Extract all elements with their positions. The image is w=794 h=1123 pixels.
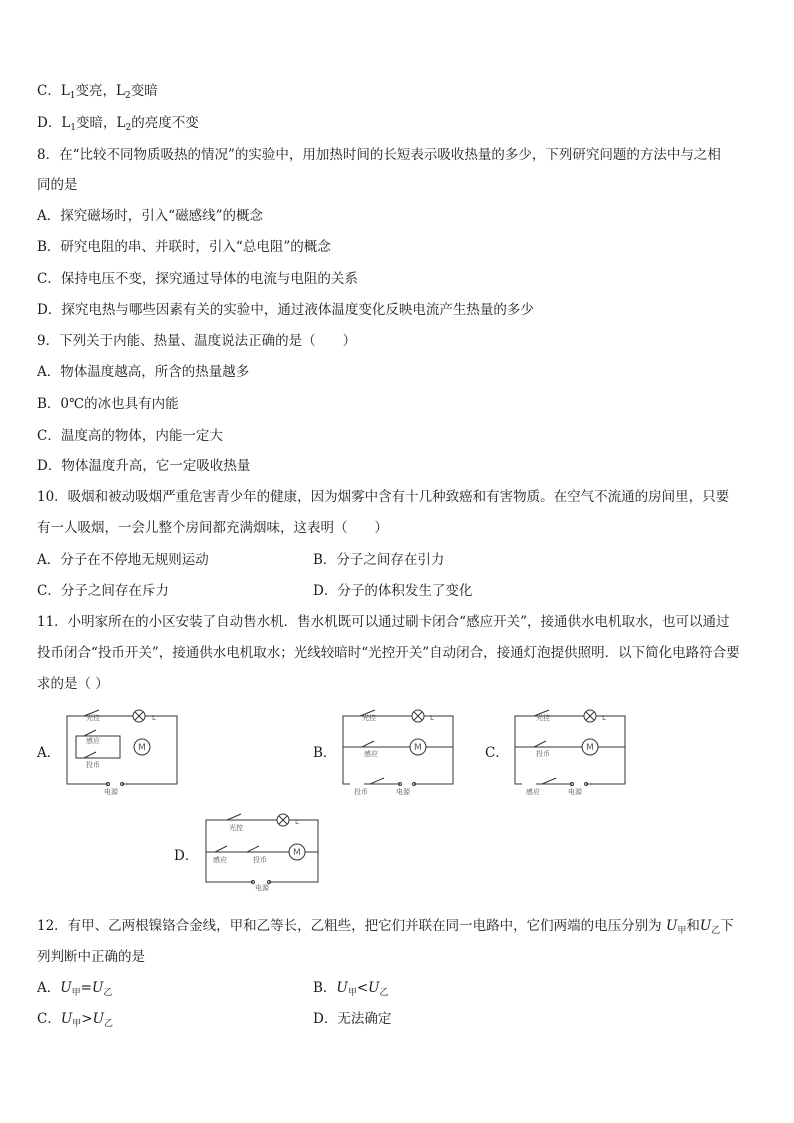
circuit-b-light-switch-text: 光控 [362, 714, 376, 722]
q9-stem: 9．下列关于内能、热量、温度说法正确的是（ ） [37, 333, 357, 349]
circuit-c-motor-text: M [586, 743, 594, 753]
q8-option-a: A．探究磁场时，引入“磁感线”的概念 [37, 208, 264, 224]
circuit-diagram-d [203, 812, 321, 890]
q10-option-c: C．分子之间存在斥力 [37, 583, 169, 599]
q9-option-a: A．物体温度越高，所含的热量越多 [37, 364, 250, 380]
q9-option-b: B．0℃的冰也具有内能 [37, 396, 179, 412]
q11-label-a: A． [37, 745, 61, 761]
q12-stem-line1: 12．有甲、乙两根镍铬合金线，甲和乙等长，乙粗些，把它们并联在同一电路中，它们两端的电压分别为 $U_甲$和$U_乙$下 [37, 918, 734, 936]
q8-option-b: B．研究电阻的串、并联时，引入“总电阻”的概念 [37, 239, 331, 255]
q7-option-d: D．$L_1$变暗，$L_2$的亮度不变 [37, 115, 199, 133]
q11-label-b: B． [313, 745, 337, 761]
q12-stem-line2: 列判断中正确的是 [37, 949, 145, 965]
circuit-a-lamp-text: L [152, 714, 156, 722]
circuit-c-light-switch-text: 光控 [536, 714, 550, 722]
circuit-c-power-text: 电源 [568, 788, 582, 796]
q11-label-d: D． [174, 848, 199, 864]
circuit-b-coin-switch-text: 投币 [354, 788, 368, 796]
circuit-d-sense-switch-text: 感应 [213, 856, 227, 864]
circuit-diagram-b [340, 708, 456, 796]
circuit-c-lamp-text: L [602, 714, 606, 722]
circuit-d-lamp-text: L [295, 818, 299, 826]
q8-option-d: D．探究电热与哪些因素有关的实验中，通过液体温度变化反映电流产生热量的多少 [37, 302, 534, 318]
circuit-c-coin-switch-text: 投币 [536, 750, 550, 758]
q12-option-b: B．$U_甲<U_乙$ [313, 980, 389, 998]
circuit-d-coin-switch-text: 投币 [253, 856, 267, 864]
circuit-a-power-text: 电源 [104, 788, 118, 796]
q9-option-d: D．物体温度升高，它一定吸收热量 [37, 458, 251, 474]
q8-stem-line1: 8．在“比较不同物质吸热的情况”的实验中，用加热时间的长短表示吸收热量的多少，下列研究问题的方法中与之相 [37, 147, 721, 163]
q12-option-d: D．无法确定 [313, 1011, 392, 1027]
q11-label-c: C． [485, 745, 509, 761]
circuit-a-coin-switch-text: 投币 [86, 761, 100, 769]
q10-stem-line2: 有一人吸烟，一会儿整个房间都充满烟味，这表明（ ） [37, 520, 388, 536]
q12-option-c: C．$U_甲>U_乙$ [37, 1011, 113, 1029]
circuit-d-light-switch-text: 光控 [229, 824, 243, 832]
circuit-d-power-text: 电源 [255, 884, 269, 892]
circuit-diagram-a [64, 708, 180, 796]
q9-option-c: C．温度高的物体，内能一定大 [37, 428, 223, 444]
q11-stem-line1: 11．小明家所在的小区安装了自动售水机．售水机既可以通过刷卡闭合“感应开关”，接通供水电机取水，也可以通过 [37, 614, 730, 630]
circuit-b-motor-text: M [414, 743, 422, 753]
q7-option-c: C．$L_1$变亮，$L_2$变暗 [37, 83, 158, 101]
circuit-a-motor-text: M [138, 743, 146, 753]
circuit-a-sense-switch-text: 感应 [86, 737, 100, 745]
q12-option-a: A．$U_甲=U_乙$ [37, 980, 113, 998]
circuit-b-sense-switch-text: 感应 [364, 750, 378, 758]
q8-option-c: C．保持电压不变，探究通过导体的电流与电阻的关系 [37, 271, 358, 287]
circuit-c-sense-switch-text: 感应 [526, 788, 540, 796]
circuit-d-motor-text: M [293, 848, 301, 858]
circuit-b-power-text: 电源 [396, 788, 410, 796]
q8-stem-line2: 同的是 [37, 177, 78, 193]
circuit-diagram-c [512, 708, 628, 796]
q10-option-a: A．分子在不停地无规则运动 [37, 552, 209, 568]
q11-stem-line2: 投币闭合“投币开关”，接通供水电机取水；光线较暗时“光控开关”自动闭合，接通灯泡提供照明．以下简化电路符合要 [37, 645, 740, 661]
q10-option-b: B．分子之间存在引力 [313, 552, 445, 568]
q10-stem-line1: 10．吸烟和被动吸烟严重危害青少年的健康，因为烟雾中含有十几种致癌和有害物质。在空气不流通的房间里，只要 [37, 489, 730, 505]
circuit-a-light-switch-text: 光控 [86, 714, 100, 722]
circuit-b-lamp-text: L [430, 714, 434, 722]
q10-option-d: D．分子的体积发生了变化 [313, 583, 473, 599]
q11-stem-line3: 求的是（ ） [37, 676, 109, 692]
